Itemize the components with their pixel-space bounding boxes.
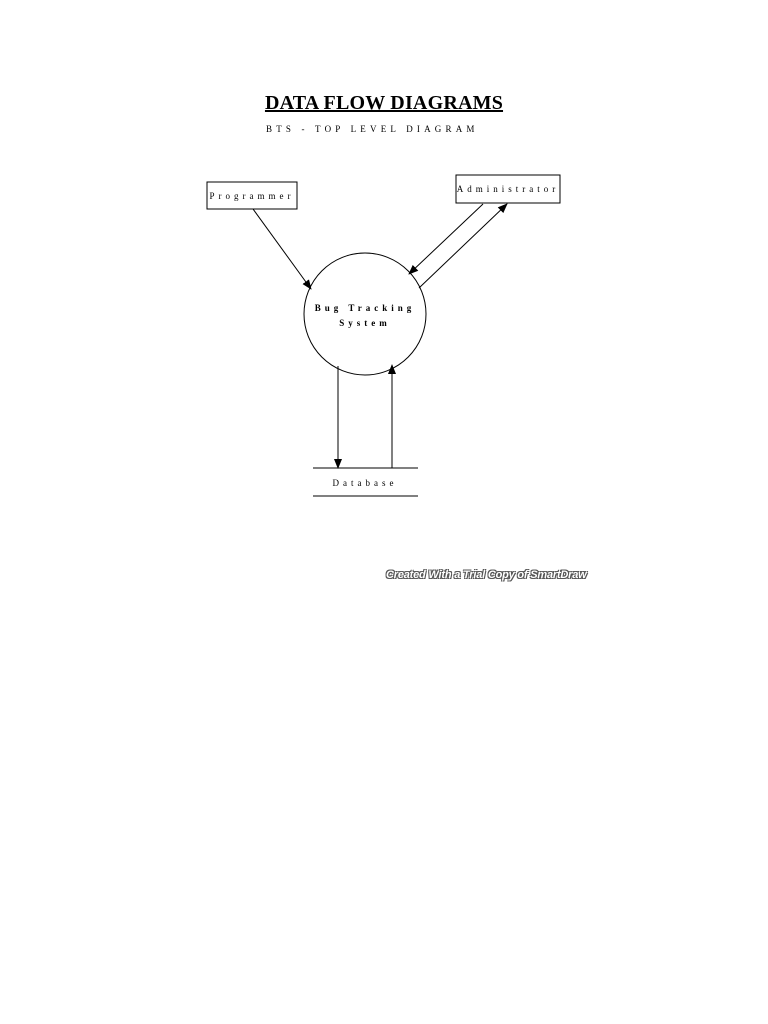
flow-system-to-admin xyxy=(419,204,507,288)
administrator-label: Administrator xyxy=(456,184,560,194)
programmer-entity xyxy=(207,182,297,209)
database-datastore xyxy=(313,468,418,496)
programmer-label: Programmer xyxy=(209,191,295,201)
flow-programmer-to-system xyxy=(253,209,311,289)
process-label-line2: System xyxy=(339,318,391,328)
database-label: Database xyxy=(332,478,398,488)
administrator-entity xyxy=(456,175,560,203)
page-title: DATA FLOW DIAGRAMS xyxy=(264,92,504,114)
smartdraw-watermark: Created With a Trial Copy of SmartDraw xyxy=(386,569,587,581)
flow-admin-to-system xyxy=(409,204,483,274)
process-label-line1: Bug Tracking xyxy=(314,303,416,313)
page-subtitle: BTS - TOP LEVEL DIAGRAM xyxy=(266,124,479,134)
bug-tracking-process xyxy=(304,253,426,375)
